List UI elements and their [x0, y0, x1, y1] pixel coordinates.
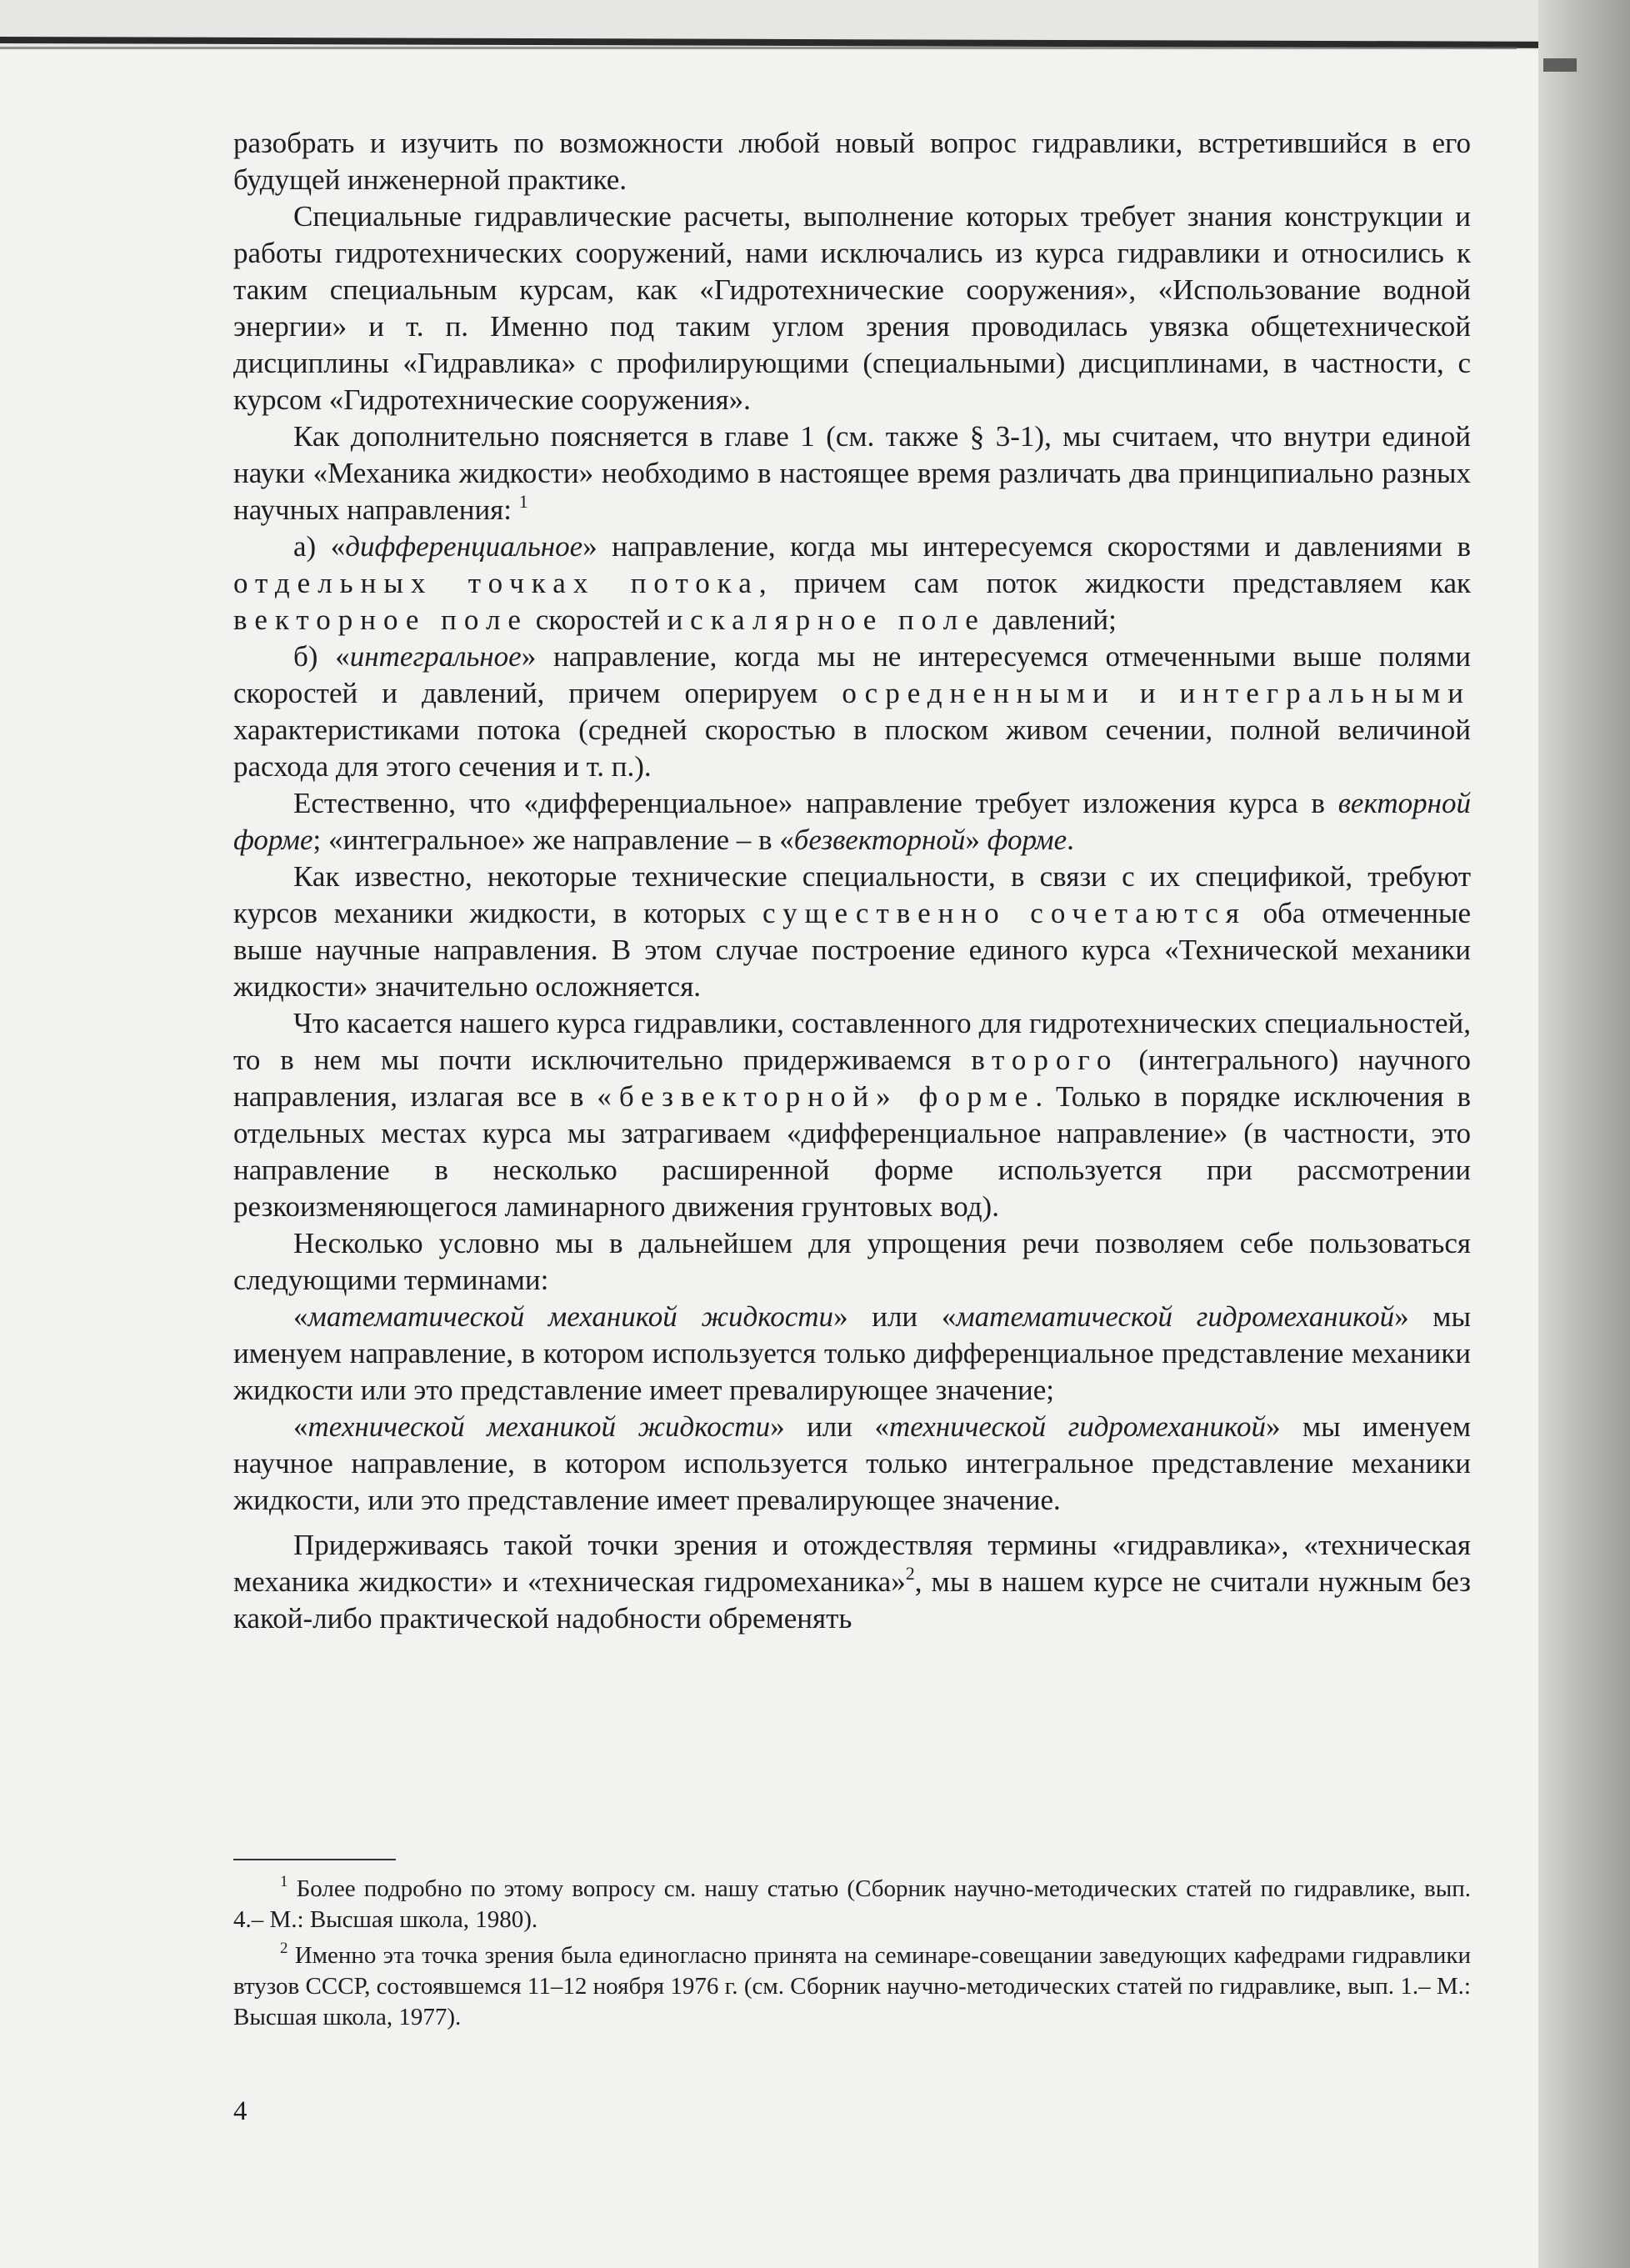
footnote-ref-1[interactable]: 1 — [518, 491, 528, 512]
page-number: 4 — [233, 2096, 248, 2126]
text-segment: » мы именуем научное направление, в котором используется только интегральное представление механики жидкости, или это представление имеет превалирующее значение. — [233, 1410, 1471, 1516]
paragraph-12 — [233, 1527, 1471, 1637]
text-segment: Придерживаясь такой точки зрения и отождествляя термины «гидравлика», «техническая механика жидкости» и «техническая гидромеханика» — [233, 1529, 1471, 1598]
spaced-emphasis: существенно сочетаются — [762, 897, 1247, 929]
text-segment: характеристиками потока (средней скоростью в плоском живом сечении, полной величиной расхода для этого сечения и т. п.). — [233, 713, 1471, 783]
italic-emphasis: математической гидромеханикой — [956, 1300, 1395, 1333]
text-segment: , причем сам поток жидкости представляем как — [758, 567, 1472, 599]
spaced-emphasis: векторное поле — [233, 603, 528, 636]
paragraph-3 — [233, 418, 1471, 528]
footnote-divider — [233, 1859, 396, 1860]
text-segment: . — [1067, 824, 1074, 856]
text-segment: » или « — [770, 1410, 889, 1443]
text-segment: , мы в нашем курсе не считали нужным без какой-либо практической надобности обременять — [233, 1565, 1471, 1635]
main-text — [233, 125, 1471, 1637]
spaced-emphasis: скалярное поле — [690, 603, 986, 636]
italic-emphasis: математической механикой жидкости — [308, 1300, 834, 1333]
paragraph-5-integral — [233, 638, 1471, 785]
paragraph-7 — [233, 859, 1471, 1005]
footnote-2 — [233, 1940, 1471, 2033]
italic-emphasis: безвекторной — [793, 824, 966, 856]
paragraph-3-text: Как дополнительно поясняется в главе 1 (см. также § 3-1), мы считаем, что внутри единой науки «Механика жидкости» необходимо в настоящее время различать два принципиально разных научных направления: — [233, 420, 1471, 526]
paragraph-11 — [233, 1409, 1471, 1519]
binding-mark — [1543, 58, 1577, 72]
text-segment: давлений; — [985, 603, 1117, 636]
text-segment: » направление, когда мы интересуемся скоростями и давлениями в — [582, 530, 1471, 563]
spaced-emphasis: отдельных точках потока — [233, 567, 759, 599]
footnote-text: Именно эта точка зрения была единогласно принята на семинаре-совещании заведующих кафедрами гидравлики втузов СССР, состоявшемся 11–12 ноября 1976 г. (см. Сборник научно-методических статей по гидравлике, вып. 1.– М.: Высшая школа, 1977). — [233, 1942, 1471, 2030]
spaced-emphasis: осредненными — [842, 677, 1116, 709]
italic-emphasis: технической механикой жидкости — [308, 1410, 771, 1443]
footnote-mark: 2 — [280, 1940, 288, 1957]
footnotes — [233, 1874, 1471, 2038]
paragraph-1: разобрать и изучить по возможности любой новый вопрос гидравлики, встретившийся в его будущей инженерной практике. — [233, 127, 1471, 196]
text-segment: » мы именуем направление, в котором используется только дифференциальное представление механики жидкости или это представление имеет превалирующее значение; — [233, 1300, 1471, 1406]
footnote-text: Более подробно по этому вопросу см. нашу статью (Сборник научно-методических статей по гидравлике, вып. 4.– М.: Высшая школа, 1980). — [233, 1875, 1471, 1933]
text-segment: » или « — [833, 1300, 957, 1333]
footnote-1 — [233, 1874, 1471, 1935]
paragraph-4-differential — [233, 528, 1471, 638]
text-segment: б) « — [293, 640, 350, 673]
text-segment: скоростей и — [528, 603, 691, 636]
binding-shadow — [1538, 0, 1630, 2268]
text-segment: . Только в порядке исключения в отдельных местах курса мы затрагиваем «дифференциальное направление» (в частности, это направление в несколько расширенной форме используется при рассмотрении резкоизменяющегося ламинарного движения грунтовых вод). — [233, 1080, 1471, 1223]
spaced-emphasis: «безвекторной» форме — [597, 1080, 1036, 1113]
text-segment: Что касается нашего курса гидравлики, составленного для гидротехнических специальностей, то в нем мы почти исключительно придерживаемся — [233, 1007, 1471, 1076]
italic-emphasis: векторной форме — [233, 787, 1471, 856]
italic-emphasis: форме — [987, 824, 1068, 856]
italic-emphasis: технической гидромеханикой — [888, 1410, 1266, 1443]
footnote-ref-2[interactable]: 2 — [905, 1563, 915, 1584]
spaced-emphasis: второго — [971, 1044, 1119, 1076]
text-segment: « — [293, 1410, 308, 1443]
text-segment: Естественно, что «дифференциальное» направление требует изложения курса в — [293, 787, 1338, 819]
text-segment: » направление, когда мы не интересуемся отмеченными выше полями скоростей и давлений, причем оперируем — [233, 640, 1472, 709]
paragraph-8 — [233, 1005, 1471, 1225]
text-segment: и — [1115, 677, 1180, 709]
spaced-emphasis: интегральными — [1179, 677, 1472, 709]
text-segment: » — [965, 824, 988, 856]
text-segment: Как известно, некоторые технические специальности, в связи с их спецификой, требуют курсов механики жидкости, в которых — [233, 860, 1471, 929]
term-differential: дифференциальное — [345, 530, 583, 563]
paragraph-2: Специальные гидравлические расчеты, выполнение которых требует знания конструкции и работы гидротехнических сооружений, нами исключались из курса гидравлики и относились к таким специальным курсам, как «Гидротехнические сооружения», «Использование водной энергии» и т. п. Именно под таким углом зрения проводилась увязка общетехнической дисциплины «Гидравлика» с профилирующими (специальными) дисциплинами, в частности, с курсом «Гидротехнические сооружения». — [233, 200, 1471, 416]
text-segment: оба отмеченные выше научные направления. В этом случае построение единого курса «Технической механики жидкости» значительно осложняется. — [233, 897, 1471, 1003]
paragraph-10 — [233, 1299, 1471, 1409]
paragraph-6 — [233, 785, 1471, 859]
text-segment: ; «интегральное» же направление – в « — [312, 824, 794, 856]
paragraph-9: Несколько условно мы в дальнейшем для упрощения речи позволяем себе пользоваться следующими терминами: — [233, 1227, 1471, 1296]
text-segment: (интегрального) научного направления, излагая все в — [233, 1044, 1471, 1113]
term-integral: интегральное — [349, 640, 522, 673]
text-segment: « — [293, 1300, 308, 1333]
page-top-edge-shadow — [0, 47, 1517, 49]
footnote-mark: 1 — [280, 1873, 288, 1890]
text-segment: а) « — [293, 530, 346, 563]
